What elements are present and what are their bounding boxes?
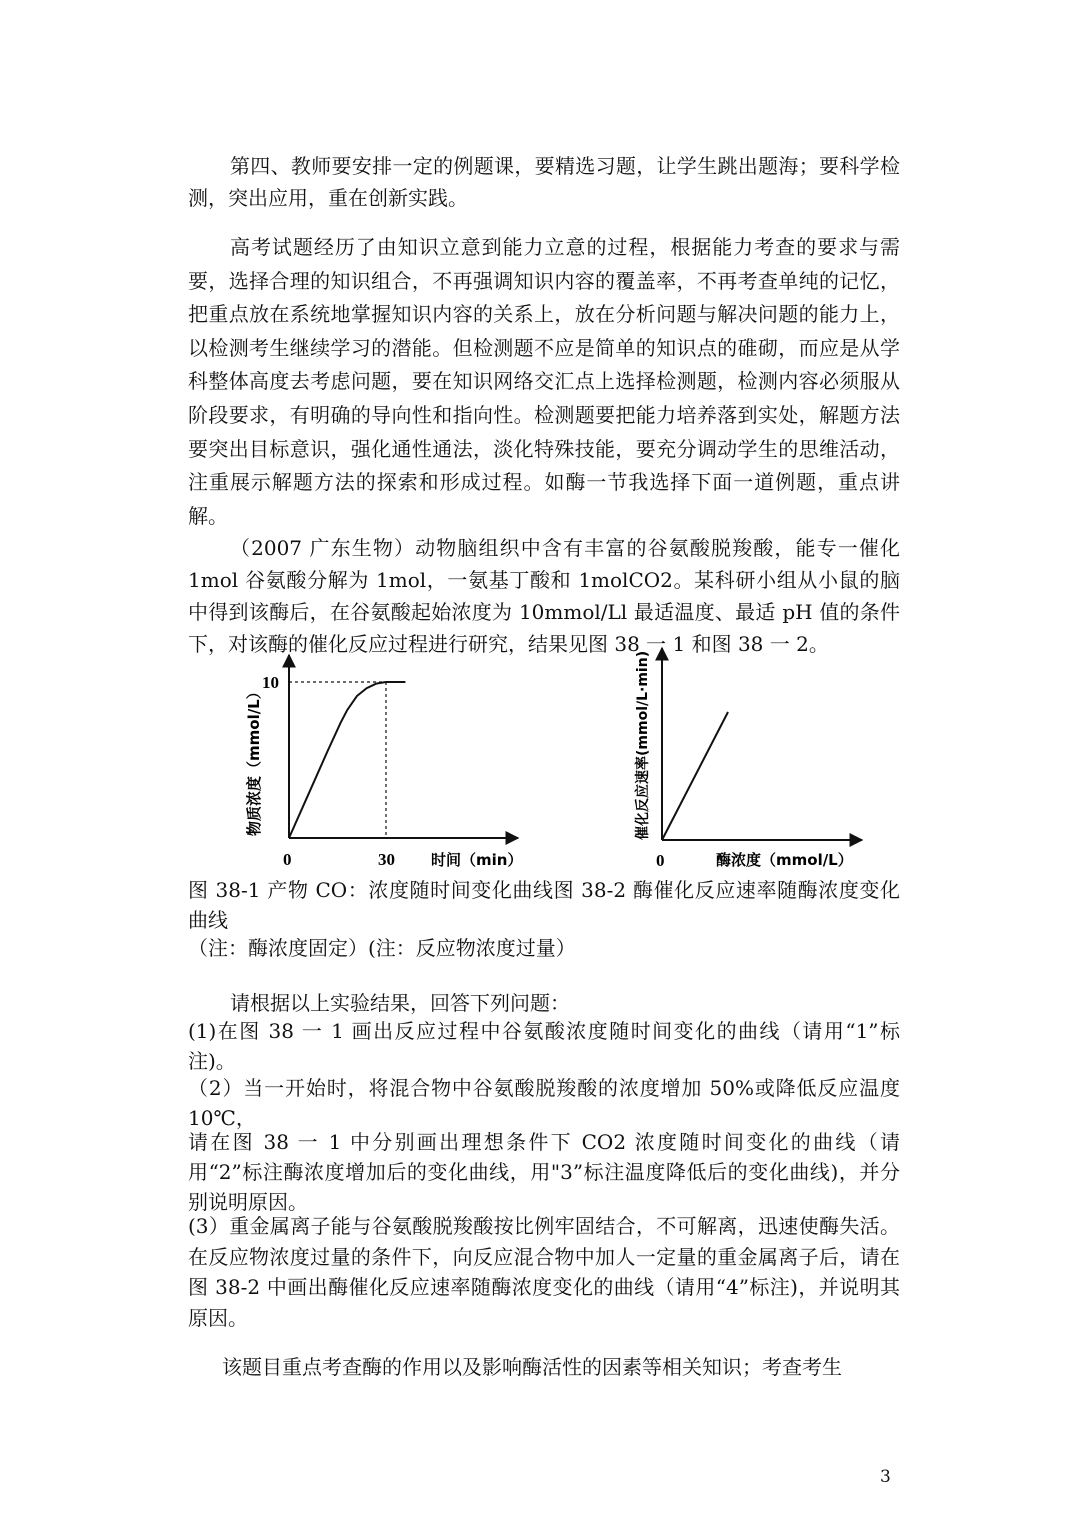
question-3: (3）重金属离子能与谷氨酸脱羧酸按比例牢固结合，不可解离，迅速使酶失活。在反应物浓度过量的条件下，向反应混合物中加人一定量的重金属离子后，请在图 38-2 中画出酶催化反应速率随酶浓度变化的曲线（请用“4”标注)，并说明其原因。 (188, 1214, 900, 1330)
chart2-x-axis-label: 酶浓度（mmol/L） (716, 851, 853, 869)
chart1-y-tick-10: 10 (262, 673, 279, 692)
chart2-x-tick-0: 0 (656, 851, 665, 870)
paragraph-exam-analysis: 高考试题经历了由知识立意到能力立意的过程，根据能力考查的要求与需要，选择合理的知识组合，不再强调知识内容的覆盖率，不再考查单纯的记忆，把重点放在系统地掌握知识内容的关系上，放在分析问题与解决问题的能力上，以检测考生继续学习的潜能。但检测题不应是简单的知识点的碓砌，而应是从学科整体高度去考虑问题，要在知识网络交汇点上选择检测题，检测内容必须服从阶段要求，有明确的导向性和指向性。检测题要把能力培养落到实处，解题方法要突出目标意识，强化通性通法，淡化特殊技能，要充分调动学生的思维活动，注重展示解题方法的探索和形成过程。如酶一节我选择下面一道例题，重点讲解。 (188, 235, 900, 528)
chart2-y-axis-label: 催化反应速率(mmol/L·min) (635, 650, 651, 840)
questions-intro: 请根据以上实验结果，回答下列问题： (230, 991, 570, 1015)
chart1-x-axis-label: 时间（min） (431, 851, 523, 869)
figure-caption: 图 38-1 产物 CO：浓度随时间变化曲线图 38-2 酶催化反应速率随酶浓度变化曲线 (188, 878, 900, 932)
chart1-x-tick-0: 0 (283, 850, 292, 869)
page-number: 3 (880, 1467, 891, 1487)
closing-paragraph: 该题目重点考查酶的作用以及影响酶活性的因素等相关知识；考查考生 (222, 1355, 842, 1379)
figure-caption-notes: （注：酶浓度固定）(注：反应物浓度过量） (188, 936, 576, 960)
paragraph-example-question: （2007 广东生物）动物脑组织中含有丰富的谷氨酸脱羧酸，能专一催化 1mol 谷氨酸分解为 1mol，一氨基丁酸和 1molCO2。某科研小组从小鼠的脑中得到该酶后，在谷氨酸起始浓度为 10mmol/Ll 最适温度、最适 pH 值的条件下，对该酶的催化反应过程进行研究，结果见图 38 一 1 和图 38 一 2。 (188, 536, 900, 656)
paragraph-4th-point: 第四、教师要安排一定的例题课，要精选习题，让学生跳出题海；要科学检测，突出应用，重在创新实践。 (188, 154, 900, 210)
chart-38-1 (245, 655, 522, 869)
question-1: (1)在图 38 一 1 画出反应过程中谷氨酸浓度随时间变化的曲线（请用“1”标注)。 (188, 1019, 900, 1073)
chart1-series-line (289, 682, 405, 838)
question-2-part-b: 请在图 38 一 1 中分别画出理想条件下 CO2 浓度随时间变化的曲线（请用“2”标注酶浓度增加后的变化曲线，用"3”标注温度降低后的变化曲线)，并分别说明原因。 (188, 1130, 900, 1214)
chart1-y-axis-label: 物质浓度（mmol/L） (245, 684, 263, 836)
chart-38-2 (634, 648, 862, 870)
chart2-series-line (662, 712, 728, 840)
question-2-part-a: （2）当一开始时，将混合物中谷氨酸脱羧酸的浓度增加 50%或降低反应温度 10℃， (188, 1076, 900, 1130)
chart1-x-tick-30: 30 (378, 850, 395, 869)
